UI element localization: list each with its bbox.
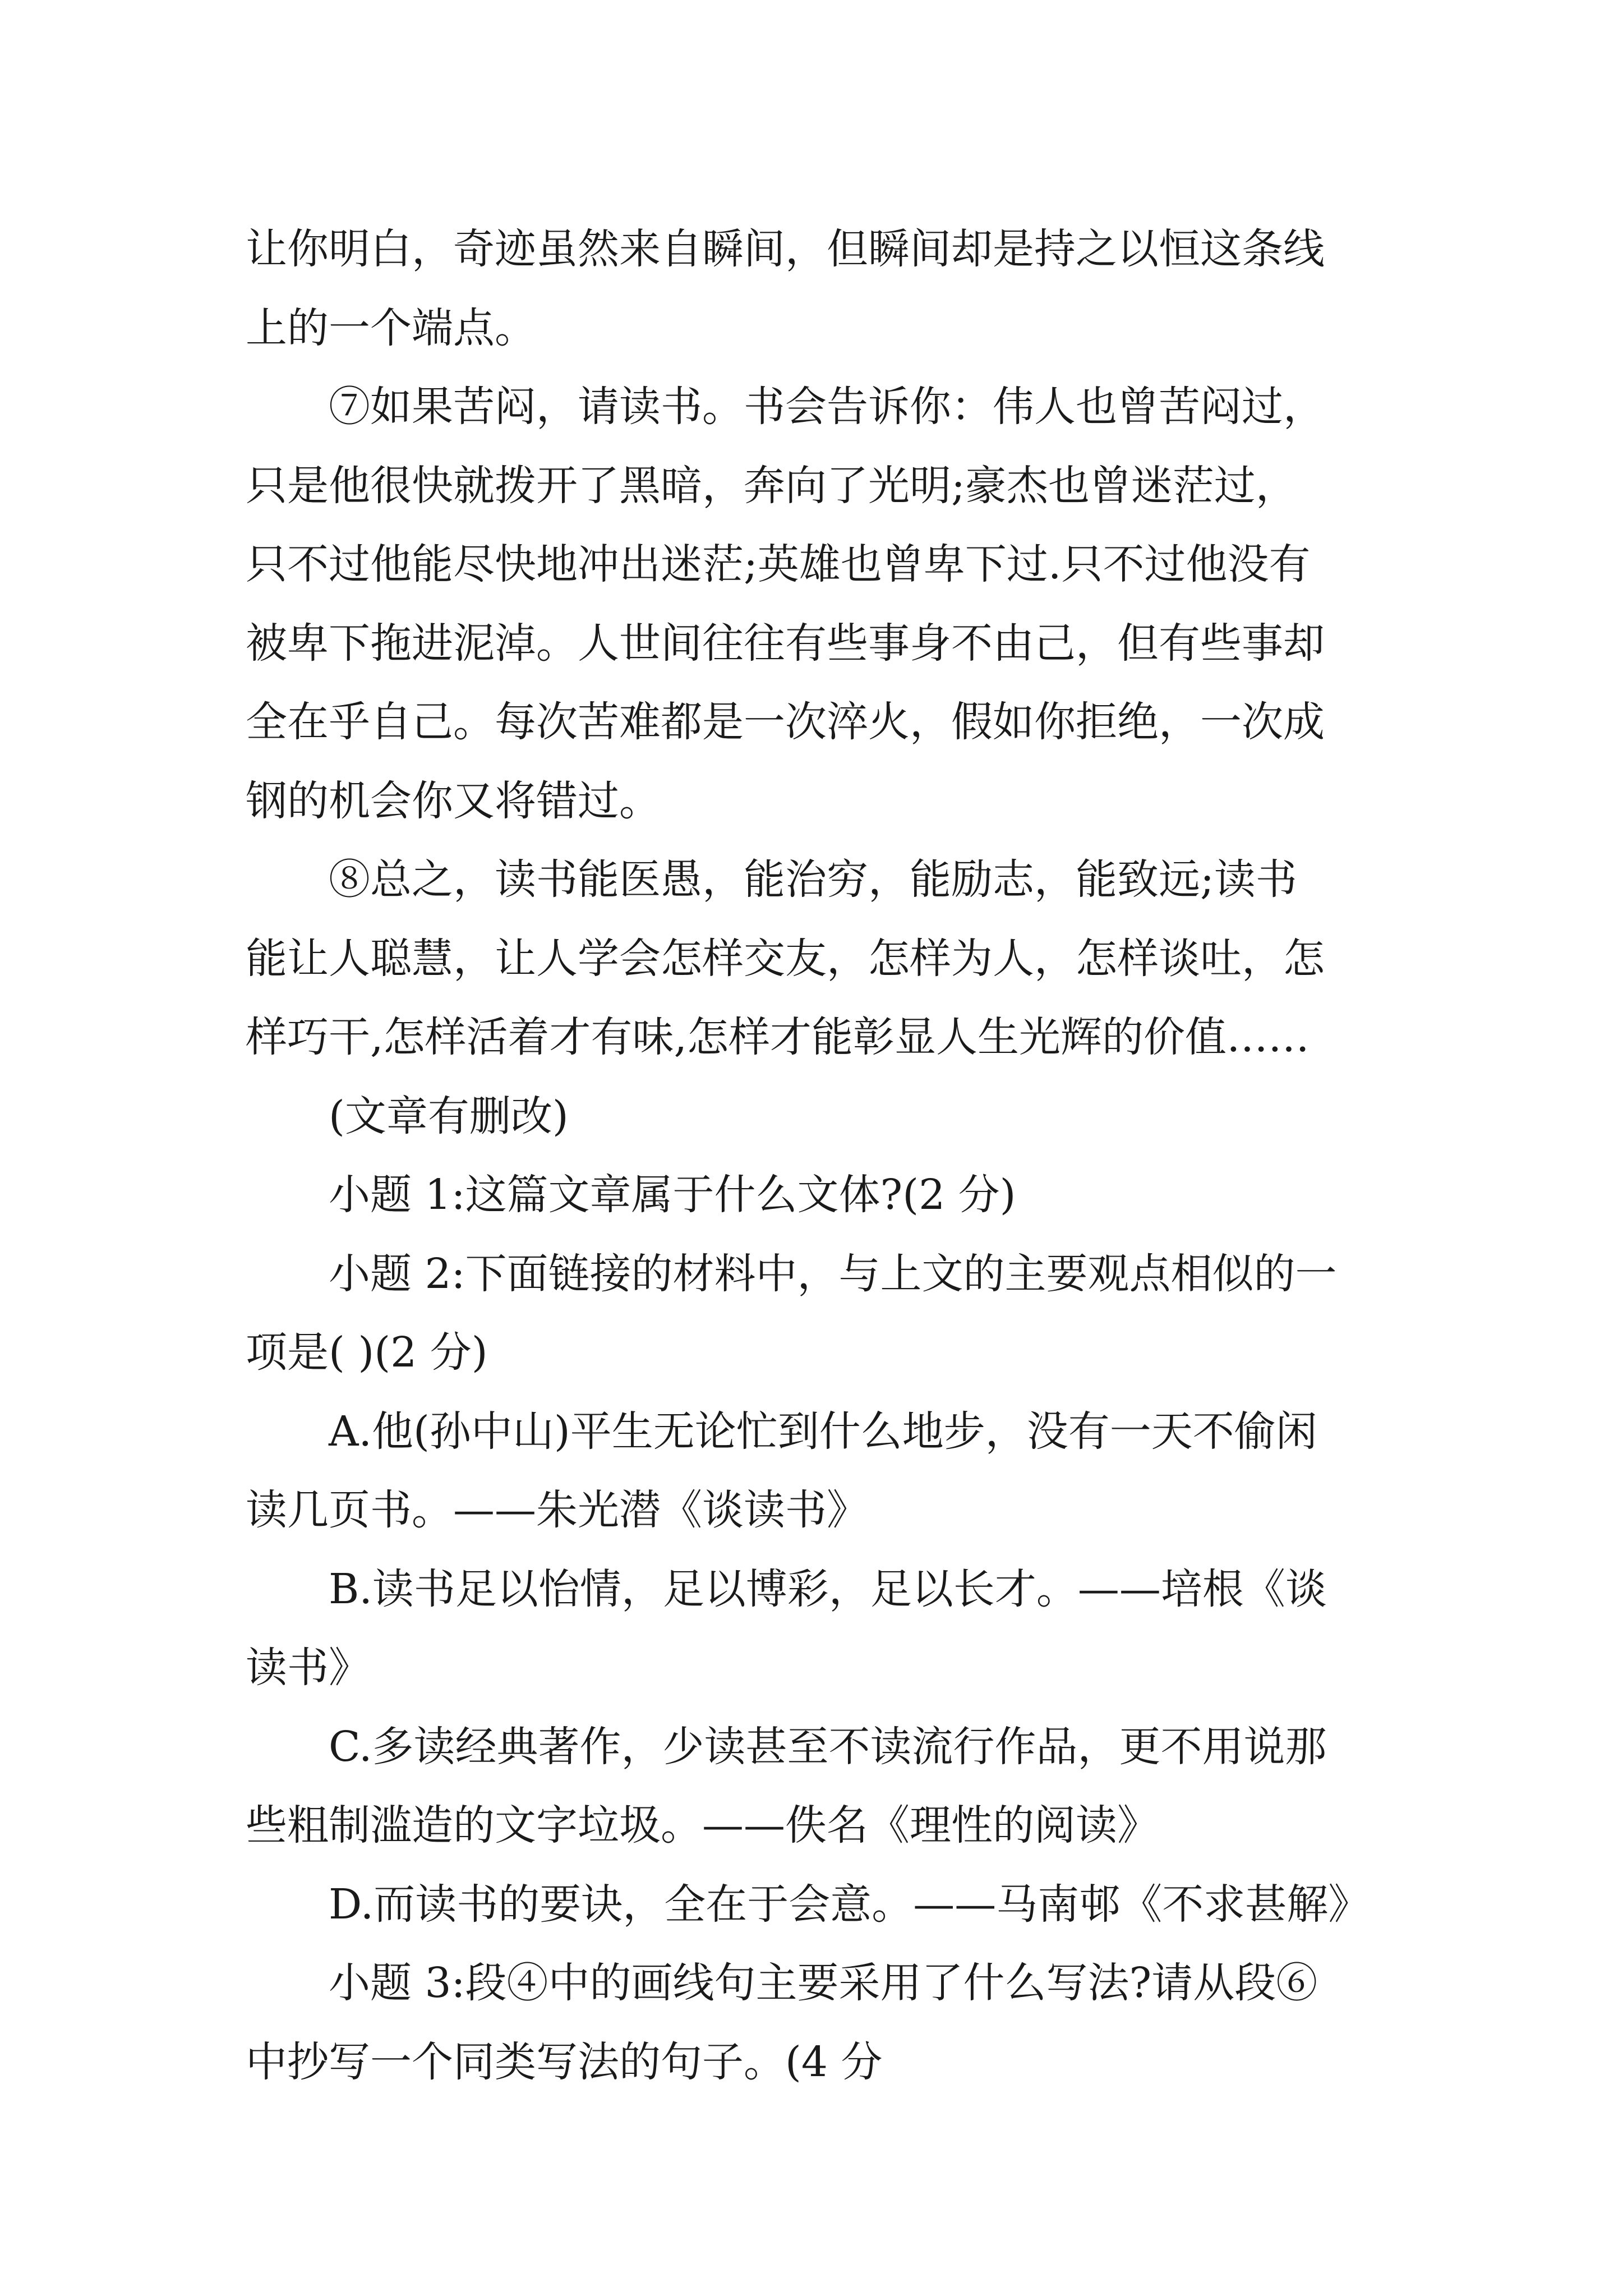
text-line: 被卑下拖进泥淖。人世间往往有些事身不由己，但有些事却 xyxy=(246,619,1325,668)
option-c: C.多读经典著作，少读甚至不读流行作品，更不用说那 xyxy=(329,1722,1327,1771)
option-b: B.读书足以怡情，足以博彩，足以长才。——培根《谈 xyxy=(329,1565,1327,1613)
text-line: 上的一个端点。 xyxy=(246,303,536,352)
paragraph-7-start: ⑦如果苦闷，请读书。书会告诉你：伟人也曾苦闷过， xyxy=(329,383,1325,431)
text-line: 只不过他能尽快地冲出迷茫;英雄也曾卑下过.只不过他没有 xyxy=(246,540,1311,588)
document-body xyxy=(246,210,1390,2101)
question-2-continued: 项是( )(2 分) xyxy=(246,1328,488,1377)
option-d: D.而读书的要诀，全在于会意。——马南邨《不求甚解》 xyxy=(329,1880,1370,1929)
source-note: (文章有删改) xyxy=(329,1092,569,1140)
paragraph-8-start: ⑧总之，读书能医愚，能治穷，能励志，能致远;读书 xyxy=(329,855,1297,904)
option-a: A.他(孙中山)平生无论忙到什么地步，没有一天不偷闲 xyxy=(329,1407,1317,1456)
text-line: 钢的机会你又将错过。 xyxy=(246,776,661,825)
question-3-continued: 中抄写一个同类写法的句子。(4 分 xyxy=(246,2037,883,2086)
question-3: 小题 3:段④中的画线句主要采用了什么写法?请从段⑥ xyxy=(329,1959,1318,2007)
text-line: 全在乎自己。每次苦难都是一次淬火，假如你拒绝，一次成 xyxy=(246,698,1325,746)
option-b-continued: 读书》 xyxy=(246,1644,370,1692)
text-line: 样巧干,怎样活着才有味,怎样才能彰显人生光辉的价值…… xyxy=(246,1013,1310,1061)
text-line: 让你明白，奇迹虽然来自瞬间，但瞬间却是持之以恒这条线 xyxy=(246,225,1325,273)
text-line: 只是他很快就拨开了黑暗，奔向了光明;豪杰也曾迷茫过， xyxy=(246,461,1297,510)
option-c-continued: 些粗制滥造的文字垃圾。——佚名《理性的阅读》 xyxy=(246,1801,1159,1849)
question-2: 小题 2:下面链接的材料中，与上文的主要观点相似的一 xyxy=(329,1249,1337,1298)
question-1: 小题 1:这篇文章属于什么文体?(2 分) xyxy=(329,1171,1016,1219)
text-line: 能让人聪慧，让人学会怎样交友，怎样为人，怎样谈吐，怎 xyxy=(246,934,1325,983)
option-a-continued: 读几页书。——朱光潜《谈读书》 xyxy=(246,1486,868,1534)
